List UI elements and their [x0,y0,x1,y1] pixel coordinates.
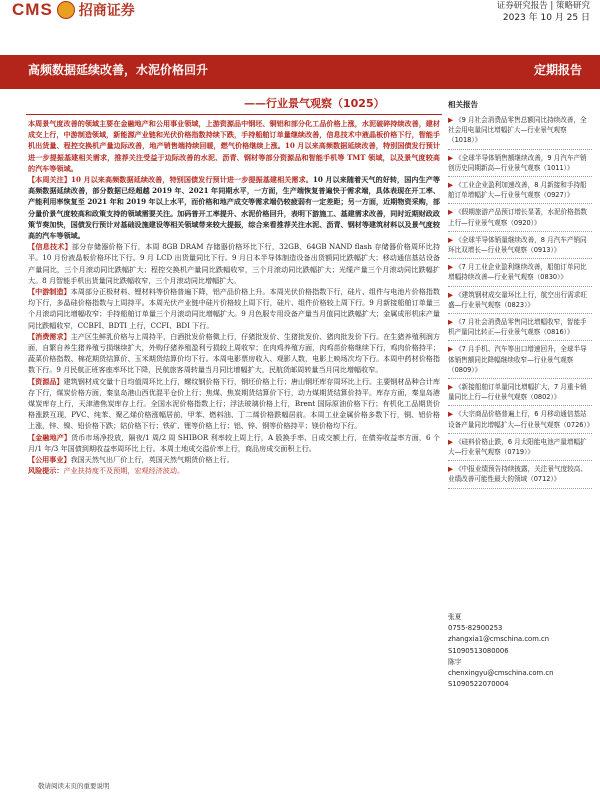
arrow-icon: ▶ [448,345,454,354]
logo [12,0,135,20]
related-report-item[interactable] [448,408,592,433]
related-report-title: 《7 月工业企业盈利继续改善，船舶订单同比增幅持续改善—行业景气观察（0830）》 [448,263,587,282]
section-util-label: 【公用事业】 [28,455,71,465]
related-report-item[interactable] [448,234,592,259]
section-mfg-body: 本周部分正极材料、锂材料等价格普遍下降，铝产品价格上升。本周光伏价格指数下行，硅片、组件与电池片价格指数均下行，多晶硅价格指数与上周持平。本周光伏产业链中硅片价格较上周下行，硅片、组件价格较上周下行。9 月新接船舶订单量三个月滚动同比增幅收窄；手持船舶订单量三个月滚动同比增幅扩大。9 月色服专用设备产量当月值同比跌幅扩大；金属成形机床产量同比跌幅收窄，CCBFI、BDTI 上行，CCFI、BDI 下行。 [28,287,440,330]
related-reports-heading: 相关报告 [448,100,478,109]
arrow-icon: ▶ [448,383,454,392]
related-report-item[interactable] [448,261,592,286]
related-report-item[interactable] [448,114,592,150]
arrow-icon: ▶ [448,153,454,162]
section-risk-body: 产业扶持度不及预期，宏观经济波动。 [63,466,185,476]
section-risk-label: 风险提示： [28,466,64,476]
related-report-item[interactable] [448,206,592,231]
report-type: 证券研究报告 | 策略研究 [496,1,590,11]
related-report-title: 《中报业绩预告持续披露，关注景气度较高、业绩改善可能性最大的领域（0712）》 [448,465,587,484]
analyst-phone: 0755-82900253 [448,624,503,633]
related-report-title: 《假期旅游产品预订增长显著，水泥价格指数上行—行业景气观察（0920）》 [448,208,587,227]
related-report-item[interactable] [448,381,592,406]
related-report-title: 《硅料价格止跌，6 月太阳能电池产量增幅扩大—行业景气观察（0719）》 [448,437,587,457]
section-it [28,241,440,286]
related-report-title: 《7 月社会消费品零售同比增幅收窄，智能手机产量同比转正—行业景气观察（0816）》 [448,318,587,337]
related-report-item[interactable] [448,316,592,341]
title-divider [26,114,442,115]
arrow-icon: ▶ [448,181,454,190]
analyst-email[interactable]: chenxingyu@cmschina.com.cn [448,669,554,678]
related-report-item[interactable] [448,463,592,488]
arrow-icon: ▶ [448,116,454,124]
report-title: 高频数据延续改善，水泥价格回升 [28,63,209,77]
arrow-icon: ▶ [448,235,454,244]
arrow-icon: ▶ [448,465,454,474]
logo-cms-text: CMS [12,0,53,19]
arrow-icon: ▶ [448,318,454,327]
report-meta [497,0,590,24]
related-report-title: 《全球半导体销售额继续改善，9 月汽车产销创历史同期新高—行业景气观察（1011）》 [448,153,587,172]
footer-note: 敬请阅读末页的重要说明 [38,782,110,790]
report-date: 2023 年 10 月 25 日 [502,13,590,23]
related-report-title: 《7 月手机、汽车等出口增速回升，全球半导体销售额同比降幅继续收窄—行业景气观察（0809）》 [448,345,587,374]
related-reports [448,99,592,491]
section-consumer [28,331,440,376]
arrow-icon: ▶ [448,410,454,419]
section-mfg-label: 【中游制造】 [28,287,71,297]
analyst-cert: S1090522070004 [448,680,509,689]
section-it-body: 部分存储器价格下行，本周 8GB DRAM 存储器价格环比下行，32GB、64GB NAND flash 存储器价格周环比持平。10 月份液晶板价格环比下行。9 月 LCD 出货量同比下行。9 月日本半导体制造设备出货额同比跌幅扩大；移动通信基站设备产量同比，三个月滚动同比跌幅扩大；程控交换机产量同比跌幅收窄，三个月滚动同比跌幅扩大；光缆产量三个月滚动同比跌幅扩大。8 月智能手机出货量同比跌幅收窄，三个月滚动同比增幅扩大。 [28,242,441,285]
related-report-title: 《全球半导体销量继续改善，8 月汽车产销同环比双增长—行业景气观察（0913）》 [448,235,587,255]
section-resource-label: 【资源品】 [28,376,64,386]
section-consumer-body: 主产区生鲜乳价格与上周持平，白酒批发价格微上行，仔猪批发价、生猪批发价、猪肉批发价下行。在生猪养殖利润方面，自繁自养生猪养殖亏损继续扩大，外购仔猪养殖盈利亏损较上周收窄；在肉鸡养殖方面，肉鸡苗价格继续下行，鸡肉价格持平；蔬菜价格指数、棉花期货结算价、玉米期货结算价均下行。本周电影票房收入、观影人数，电影上映场次均下行。本周中药材价格指数下行。9 月民航正班客座率环比下降，民航旅客周转量当月同比增幅扩大，民航货邮周转量当月同比增幅收窄。 [28,331,440,375]
related-report-title: 《大宗商品价格普遍上行，6 月移动通信基站设备产量同比增幅扩大—行业景气观察（0726）》 [448,410,594,429]
main-content [28,118,440,477]
arrow-icon: ▶ [448,437,454,446]
logo-cn-text: 招商证券 [78,3,135,19]
section-focus-body: 10 月以来随着天气的好转，国内生产等高频数据延续改善，部分数据已经超越 2019 年、2021 年同期水平，一方面，生产端恢复普遍快于需求端，具体表现在开工率、产能利用率恢复至 2021 年和 2019 年以上水平，而价格和地产成交等需求端仍较疲弱有一定差距；另一方面，近期物资采购，部分量价景气度较高和政策支持的领域需要关注。加码普开工率提升、水泥价格回升，表明下游施工、基建需求改善，同时近期财政政策节奏加快，国债发行预计对基础设施建设等相关领域带来较大提振，综合来看推荐关注水泥、沥青、钢材等建筑材料以及景气度较高的汽车等领域。 [28,175,440,241]
arrow-icon: ▶ [448,290,454,299]
section-fin [28,432,440,454]
section-focus-label: 【本周关注】 [28,175,72,185]
section-focus [28,174,440,241]
related-report-item[interactable] [448,343,592,379]
report-tag: 定期报告 [533,63,582,77]
analyst-cert: S1090513080006 [448,646,509,655]
logo-mark-icon [57,1,75,19]
related-report-item[interactable] [448,436,592,461]
section-util [28,454,440,465]
related-report-title: 《工业企业盈利加速改善，8 月新接和手持船舶订单增幅扩大—行业景气观察（0927）》 [448,181,587,200]
related-report-title: 《9 月社会消费品零售总额同比持续改善，全社会用电量同比增幅扩大—行业景气观察（1018）》 [448,116,587,145]
title-band [0,55,600,89]
section-it-label: 【信息技术】 [28,242,72,252]
arrow-icon: ▶ [448,263,454,272]
section-fin-label: 【金融地产】 [28,432,72,442]
section-risk [28,465,440,476]
analyst-info [448,612,592,690]
arrow-icon: ▶ [448,208,454,217]
analyst-email[interactable]: zhangxia1@cmschina.com.cn [448,635,550,644]
analyst-name: 陈宇 [448,657,462,666]
related-report-item[interactable] [448,179,592,204]
related-report-item[interactable] [448,152,592,177]
related-report-title: 《建筑钢材成交量环比上行，航空出行需求旺盛—行业景气观察（0823）》 [448,290,587,309]
section-util-body: 我国天然气出厂价上行，英国天然气期货价格上行。 [70,455,234,465]
related-reports-list [448,114,592,489]
section-resource-body: 建筑钢材成交量十日均值周环比上行，螺纹钢价格下行，钢坯价格上行；唐山钢坯库存周环比上行。主要钢材品种合计库存下行，煤炭价格方面，秦皇岛港山西优混平仓价上行；焦煤、焦炭期货结算价下行，动力煤期货结算价持平。库存方面，秦皇岛港煤炭库存上行，天津港焦炭库存上行。全国水泥价格指数上行；浮法玻璃价格上行，Brent 国际原油价格下行；有机化工品期货价格涨跌互现，PVC、纯苯、聚乙烯价格涨幅居前，甲苯、燃料油、丁二烯价格跌幅居前。本周工业金属价格多数下行，铜、铝价格上涨，锌、镍、铅价格下跌；钴价格下行；铁矿、锂等价格上行；铝、锌、钢等价格持平；镁价格均下行。 [28,376,441,431]
section-focus-head: 10 月以来高频数据延续改善，特别国债发行预计进一步提振基建相关需求。 [71,175,313,185]
section-consumer-label: 【消费需求】 [28,331,71,341]
summary-paragraph: 本周景气度改善的领域主要在金融地产和公用事业领域，上游资源品中钢坯、铜铝和部分化工品价格上涨，水泥破碎持续改善，建材成交上行，中游制造领域，新能源产业链和光伏价格指数持续下跌，手持船舶订单量继续改善，信息技术中液晶板价格下行，智能手机出货量、程控交换机产量边际改善，地产销售端持续回暖，燃气价格继续上涨。10 月以来高频数据延续改善，特别国债发行预计进一步提振基建相关需求，推荐关注受益于边际改善的水泥、沥青、钢材等部分资源品和智能手机等 TMT 领域，以及景气度较高的汽车等领域。 [28,119,440,173]
analyst-name: 张夏 [448,613,462,621]
related-report-item[interactable] [448,289,592,314]
related-report-title: 《新接船舶订单量同比增幅扩大，7 月重卡销量同比上行—行业景气观察（0802）》 [448,383,587,402]
section-mfg [28,286,440,331]
section-resource [28,376,440,432]
report-subtitle: ——行业景气观察（1025） [244,97,385,110]
section-fin-body: 货币市场净投放，隔夜/1 周/2 周 SHIBOR 利率较上周上行，A 股换手率、日成交额上行，在债券收益率方面，6 个月/1 年/3 年国债到期收益率周环比上行。本周土地成交溢价率上行，商品房成交面积上行。 [28,432,441,453]
